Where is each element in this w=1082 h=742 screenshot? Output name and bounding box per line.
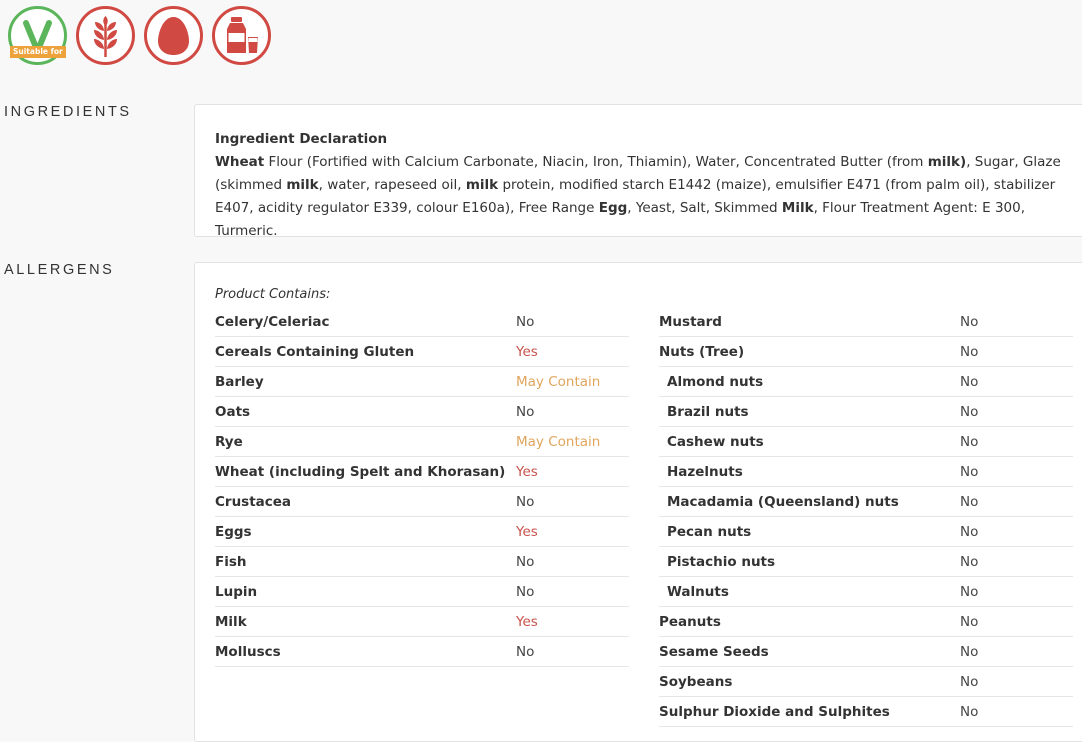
allergen-row	[659, 637, 1073, 667]
allergen-status: No	[516, 643, 535, 660]
allergen-columns	[215, 307, 1073, 727]
allergen-status: Yes	[516, 613, 538, 630]
allergen-row	[215, 457, 629, 487]
allergen-row	[659, 397, 1073, 427]
allergen-name: Pecan nuts	[667, 523, 752, 540]
allergen-row	[659, 547, 1073, 577]
product-contains-label: Product Contains:	[215, 287, 331, 302]
vegetarian-icon	[8, 6, 67, 65]
ingredient-text-segment: , Yeast, Salt, Skimmed	[627, 200, 782, 216]
ingredient-allergen-highlight: Egg	[598, 200, 628, 216]
gluten-wheat-icon	[76, 6, 135, 65]
allergen-row	[659, 517, 1073, 547]
allergen-name: Cashew nuts	[667, 433, 764, 450]
allergen-name: Fish	[215, 553, 247, 570]
allergen-status: No	[960, 553, 979, 570]
egg-icon	[144, 6, 203, 65]
allergen-status: No	[960, 403, 979, 420]
allergen-status: No	[960, 523, 979, 540]
allergen-name: Sesame Seeds	[659, 643, 769, 660]
allergen-row	[215, 337, 629, 367]
allergen-status: No	[516, 403, 535, 420]
allergen-name: Celery/Celeriac	[215, 313, 330, 330]
allergen-name: Sulphur Dioxide and Sulphites	[659, 703, 890, 720]
allergen-row	[659, 427, 1073, 457]
allergen-status: No	[516, 553, 535, 570]
allergen-status: No	[960, 463, 979, 480]
allergen-row	[215, 547, 629, 577]
allergen-name: Eggs	[215, 523, 252, 540]
allergen-row	[659, 697, 1073, 727]
allergen-row	[659, 457, 1073, 487]
allergen-status: No	[960, 673, 979, 690]
ingredient-text-segment: , water, rapeseed oil,	[318, 177, 466, 193]
allergen-row	[215, 517, 629, 547]
allergen-name: Macadamia (Queensland) nuts	[667, 493, 899, 510]
suitable-for-badge: Suitable for	[10, 46, 66, 58]
allergen-name: Almond nuts	[667, 373, 764, 390]
allergen-name: Brazil nuts	[667, 403, 749, 420]
ingredients-card	[194, 104, 1082, 237]
allergen-status: May Contain	[516, 433, 601, 450]
ingredient-text-segment: Flour (Fortified with Calcium Carbonate, Niacin, Iron, Thiamin), Water, Concentrated Butter (from	[264, 154, 928, 170]
allergen-status: No	[516, 493, 535, 510]
allergen-column-right	[659, 307, 1073, 727]
allergen-name: Soybeans	[659, 673, 733, 690]
allergen-row	[215, 637, 629, 667]
allergen-name: Mustard	[659, 313, 722, 330]
allergen-name: Rye	[215, 433, 243, 450]
allergen-row	[215, 307, 629, 337]
dietary-icons	[8, 6, 271, 65]
ingredient-allergen-highlight: milk	[465, 177, 499, 193]
ingredient-allergen-highlight: Wheat	[215, 154, 265, 170]
ingredient-allergen-highlight: milk)	[927, 154, 967, 170]
allergen-row	[215, 577, 629, 607]
allergen-name: Crustacea	[215, 493, 292, 510]
allergen-status: No	[960, 583, 979, 600]
allergen-row	[215, 487, 629, 517]
allergen-row	[659, 667, 1073, 697]
allergen-row	[659, 307, 1073, 337]
allergen-status: No	[960, 493, 979, 510]
allergen-name: Molluscs	[215, 643, 281, 660]
allergen-row	[659, 487, 1073, 517]
allergen-row	[215, 397, 629, 427]
allergen-column-left	[215, 307, 629, 727]
allergen-name: Cereals Containing Gluten	[215, 343, 415, 360]
allergens-card	[194, 262, 1082, 742]
allergen-name: Milk	[215, 613, 247, 630]
ingredient-text-segment: , Flour Treatment Agent: E 300, Turmeric.	[215, 200, 1025, 239]
allergen-name: Pistachio nuts	[667, 553, 776, 570]
ingredient-declaration-heading: Ingredient Declaration	[215, 131, 388, 147]
ingredient-text-segment: , Sugar, Glaze (skimmed	[215, 154, 1061, 193]
allergen-row	[659, 337, 1073, 367]
allergen-name: Hazelnuts	[667, 463, 743, 480]
allergen-status: No	[516, 313, 535, 330]
ingredients-section-label: INGREDIENTS	[4, 104, 132, 120]
allergen-name: Nuts (Tree)	[659, 343, 745, 360]
ingredient-text-segment: protein, modified starch E1442 (maize), emulsifier E471 (from palm oil), stabilizer E407, acidity regulator E339, colour E160a), Free Range	[215, 177, 1056, 216]
milk-icon	[212, 6, 271, 65]
allergen-status: Yes	[516, 523, 538, 540]
allergen-row	[215, 607, 629, 637]
allergen-status: No	[960, 343, 979, 360]
allergen-status: No	[960, 313, 979, 330]
allergen-row	[215, 427, 629, 457]
allergens-section-label: ALLERGENS	[4, 262, 115, 278]
allergen-status: No	[960, 433, 979, 450]
allergen-name: Wheat (including Spelt and Khorasan)	[215, 463, 506, 480]
allergen-status: No	[960, 613, 979, 630]
ingredient-allergen-highlight: Milk	[781, 200, 814, 216]
allergen-row	[659, 577, 1073, 607]
allergen-status: Yes	[516, 463, 538, 480]
allergen-row	[215, 367, 629, 397]
allergen-row	[659, 607, 1073, 637]
allergen-status: No	[960, 373, 979, 390]
allergen-name: Barley	[215, 373, 264, 390]
allergen-status: No	[960, 643, 979, 660]
allergen-name: Walnuts	[667, 583, 729, 600]
allergen-status: No	[516, 583, 535, 600]
allergen-name: Lupin	[215, 583, 258, 600]
ingredient-list-text	[215, 151, 1082, 243]
ingredient-allergen-highlight: milk	[286, 177, 319, 193]
allergen-status: Yes	[516, 343, 538, 360]
allergen-row	[659, 367, 1073, 397]
allergen-name: Peanuts	[659, 613, 721, 630]
allergen-status: No	[960, 703, 979, 720]
allergen-name: Oats	[215, 403, 251, 420]
allergen-status: May Contain	[516, 373, 601, 390]
